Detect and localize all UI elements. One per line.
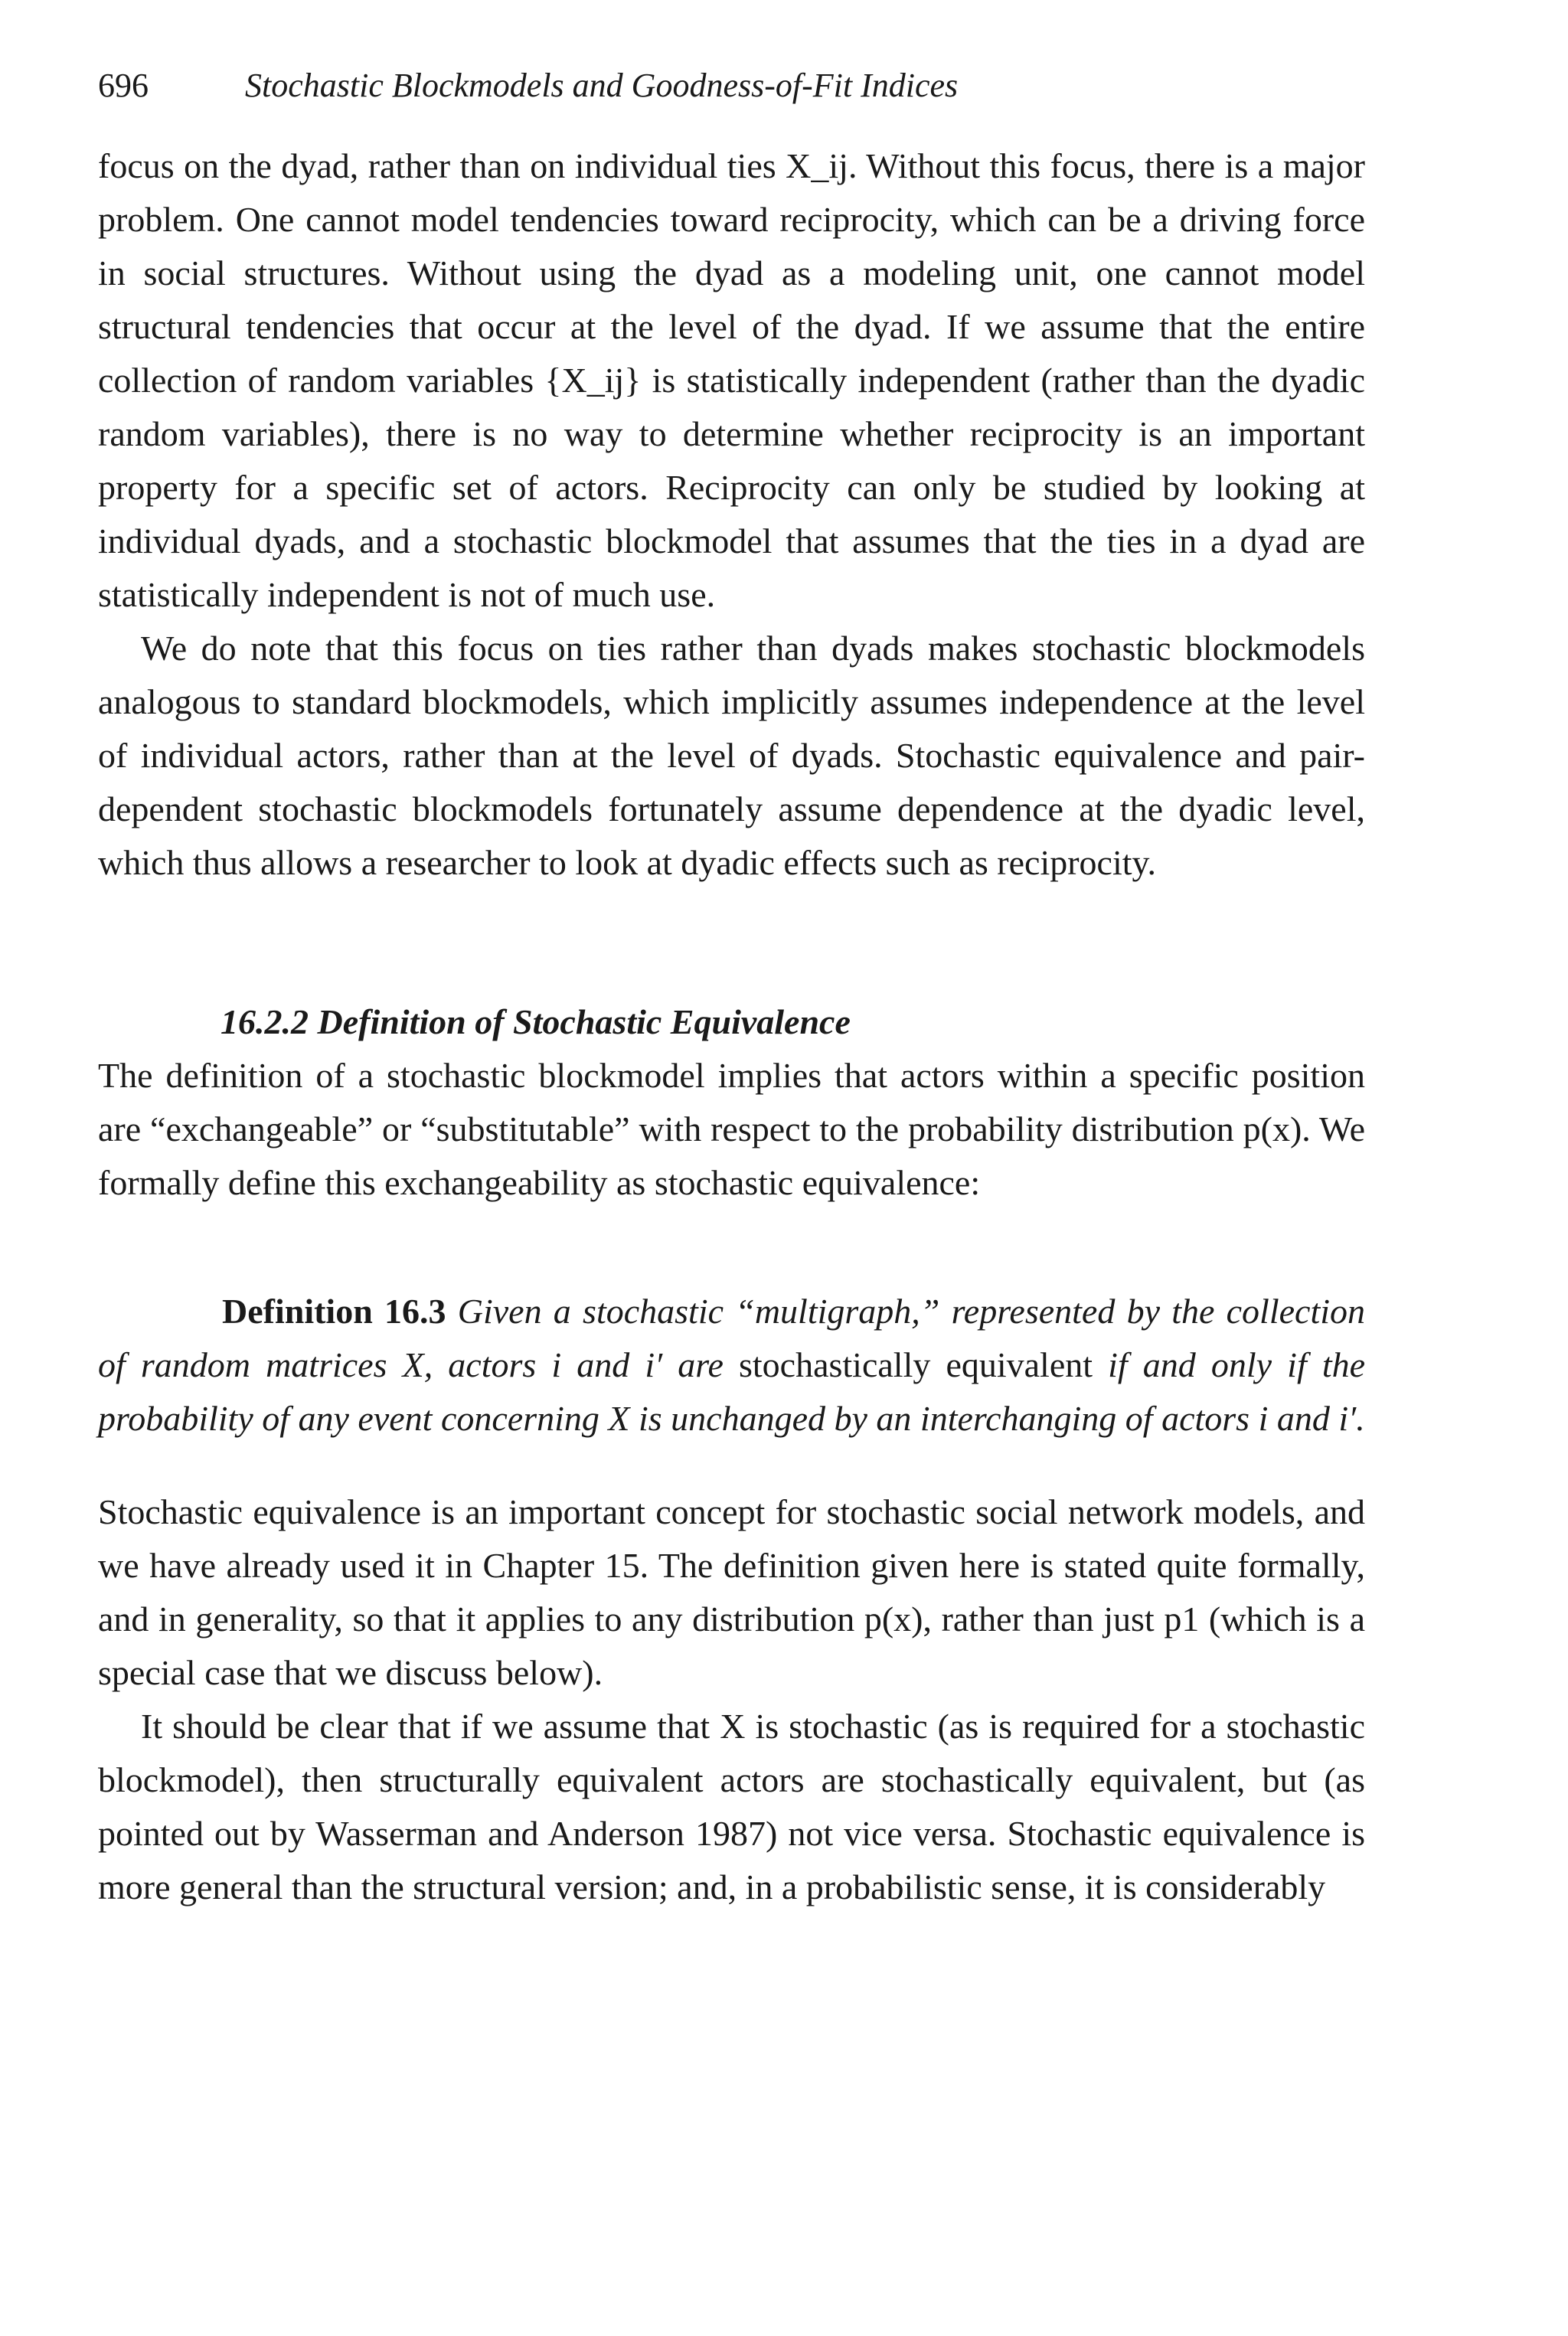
definition-16-3 [98,1285,1365,1446]
page-number: 696 [98,67,149,104]
paragraph-ties-vs-dyads: We do note that this focus on ties rather than dyads makes stochastic blockmodels analogous to standard blockmodels, which implicitly assumes independence at the level of individual actors, rather than at the level of dyads. Stochastic equivalence and pair-dependent stochastic blockmodels fortunately assume dependence at the dyadic level, which thus allows a researcher to look at dyadic effects such as reciprocity. [98,629,1365,882]
definition-label: Definition 16.3 [222,1292,446,1331]
running-head [98,54,1365,118]
paragraph-structural-vs-stochastic: It should be clear that if we assume that X is stochastic (as is required for a stochastic blockmodel), then structurally equivalent actors are stochastically equivalent, but (as pointed out by Wasserman and Anderson 1987) not vice versa. Stochastic equivalence is more general than the structural version; and, in a probabilistic sense, it is considerably [98,1707,1365,1906]
definition-text-2: if and only if the probability of any event concerning X is unchanged by an interchanging of actors i and i′. [98,1345,1366,1438]
paragraph-stochastic-equivalence-concept: Stochastic equivalence is an important concept for stochastic social network models, and we have already used it in Chapter 15. The definition given here is stated quite formally, and in generality, so that it applies to any distribution p(x), rather than just p1 (which is a special case that we discuss below). [98,1492,1365,1692]
book-page [98,54,1365,1914]
paragraph-dyad-focus: focus on the dyad, rather than on individual ties X_ij. Without this focus, there is a major problem. One cannot model tendencies toward reciprocity, which can be a driving force in social structures. Without using the dyad as a modeling unit, one cannot model structural tendencies that occur at the level of the dyad. If we assume that the entire collection of random variables {X_ij} is statistically independent (rather than the dyadic random variables), there is no way to determine whether reciprocity is an important property for a specific set of actors. Reciprocity can only be studied by looking at individual dyads, and a stochastic blockmodel that assumes that the ties in a dyad are statistically independent is not of much use. [98,146,1365,614]
paragraph-exchangeability: The definition of a stochastic blockmodel implies that actors within a specific position are “exchangeable” or “substitutable” with respect to the probability distribution p(x). We formally define this exchangeability as stochastic equivalence: [98,1056,1365,1202]
definition-term: stochastically equivalent [738,1345,1093,1384]
definition-text-1: Given a stochastic “multigraph,” represented by the collection of random matrices X, actors i and i′ are [98,1292,1366,1384]
running-title: Stochastic Blockmodels and Goodness-of-Fit Indices [245,67,959,104]
section-heading: 16.2.2 Definition of Stochastic Equivalence [220,1002,851,1041]
